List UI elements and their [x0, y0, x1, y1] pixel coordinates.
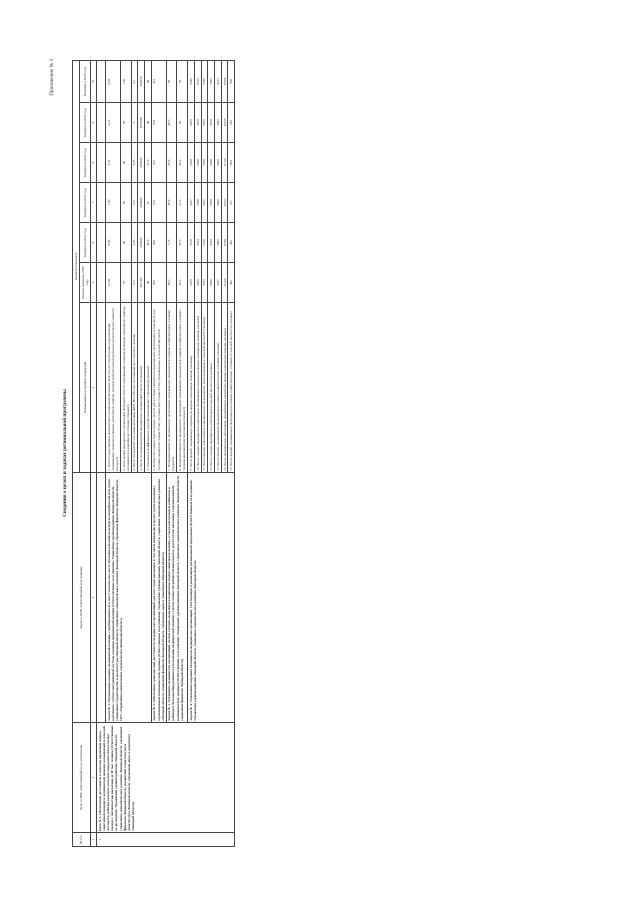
rotated-content: [50, 53, 590, 853]
indicator-value: 532: [228, 102, 235, 142]
indicator-value: 2267: [201, 182, 208, 222]
header-2024: Значение в 2024 году: [79, 102, 90, 142]
indicator-value: 95: [177, 60, 188, 102]
indicator-value: 80: [120, 222, 131, 262]
indicator-value: 6,1: [131, 60, 138, 102]
indicator-name: 1. Доля государственных медицинских организаций Липецкой области и их структурных подразделений, оказывающих первичную медико-санитарную помощь, которые требуют реконструкции или капитального ремонта (процент): [105, 302, 120, 472]
indicator-value: 234: [151, 102, 166, 142]
indicator-value: 87,5: [144, 142, 151, 182]
indicator-value: 2285: [201, 102, 208, 142]
indicator-value: 5,5: [131, 262, 138, 302]
indicator-name: 2. Доля зданий медицинских организаций Липецкой области, оказывающих первичную медико-санитарную помощь, находящихся в аварийном состоянии (процент): [120, 302, 131, 472]
indicator-value: 69,3: [166, 262, 177, 302]
empty-cell: [97, 142, 106, 182]
indicator-value: 2219: [201, 222, 208, 262]
indicator-value: 3982: [215, 222, 222, 262]
indicator-value: 5,51: [105, 142, 120, 182]
colnum: 4: [90, 302, 97, 472]
indicator-value: 492: [228, 262, 235, 302]
indicator-value: 4058: [215, 142, 222, 182]
column-number-row: [90, 60, 97, 846]
indicator-value: 209: [151, 222, 166, 262]
document-title: Сведения о целях и задачах региональной программы: [62, 388, 68, 517]
indicator-value: 93: [177, 102, 188, 142]
indicator-value: 485669: [138, 222, 145, 262]
indicator-value: 5354: [208, 222, 215, 262]
indicator-value: 2258: [188, 142, 195, 182]
colnum: 1: [90, 832, 97, 846]
indicator-value: 85,6: [166, 142, 177, 182]
indicator-value: 5519: [194, 60, 201, 102]
indicator-value: 12,39: [105, 262, 120, 302]
indicator-name: 10. Число средних медицинских работников, оказывающих первичную медико-санитарную помощь (человек): [194, 302, 201, 472]
header-task: Задача и ОИВ, ответственный за ее решение: [73, 472, 91, 722]
colnum: 6: [90, 222, 97, 262]
indicator-value: 11637: [221, 182, 228, 222]
colnum: 2: [90, 722, 97, 832]
header-num: № п/п: [73, 832, 91, 846]
indicator-value: 2268: [201, 142, 208, 182]
task-text: Задача № 3. Оснащение медицинских организаций, на базе которых оказывается первичная медико-санитарная помощь, а также центральных районных и районных больниц оборудованием для оказания медицинской помощи с учетом особых потребностей инвалидов и других групп населения с ограниченными возможностями здоровья (Ответственные за ее решение: Управление здравоохранения Липецкой области, управление экономического развития Липецкой области, управление финансов Липецкой области): [166, 472, 188, 722]
indicator-value: 2350: [188, 60, 195, 102]
indicator-value: 11591: [221, 222, 228, 262]
indicator-name: 11. Число врачей, работающих в медицинских организациях, расположенных в сельской местности (человек): [201, 302, 208, 472]
indicator-value: 231: [151, 142, 166, 182]
indicator-value: 11730: [221, 142, 228, 182]
header-2023: Значение в 2023 году: [79, 142, 90, 182]
empty-cell: [97, 302, 106, 472]
indicator-name: 9. Число врачей, оказывающих первичную медико-санитарную помощь (человек): [188, 302, 195, 472]
empty-cell: [97, 60, 106, 102]
indicator-value: 477: [228, 182, 235, 222]
indicator-value: 4,13: [105, 102, 120, 142]
colnum: 10: [90, 60, 97, 102]
indicator-value: 90,3: [166, 102, 177, 142]
colnum: 8: [90, 142, 97, 182]
header-indicator: Наименование и единица измерения: [79, 302, 90, 472]
colnum: 5: [90, 262, 97, 302]
task-text: Задача № 4. Укрепление кадрового потенциала медицинских организаций, участвующих в реализации региональной программы (Ответственные за ее решение: Управление здравоохранения Липецкой области, управление экономического развития Липецкой области): [188, 472, 235, 722]
header-2021: Значение в 2021 году: [79, 222, 90, 262]
appendix-label: Приложение № 3: [50, 58, 55, 96]
indicator-value: 2237: [188, 182, 195, 222]
indicator-value: 4093: [215, 102, 222, 142]
colnum: 9: [90, 102, 97, 142]
indicator-value: 85: [120, 182, 131, 222]
indicator-value: 2183: [201, 262, 208, 302]
indicator-value: 5,95: [131, 142, 138, 182]
header-2025: Значение в 2025 году: [79, 60, 90, 102]
indicator-name: 14. Число медицинских работников, оказывающих первичную медико-санитарную помощь (человек): [221, 302, 228, 472]
empty-cell: [97, 182, 106, 222]
indicator-value: 80,9: [166, 182, 177, 222]
indicator-value: 503050: [138, 60, 145, 102]
indicator-value: 202: [151, 262, 166, 302]
task-text: Задача № 2. Обеспечение транспортной доступности медицинских организаций для всех групп населения, в том числе инвалидов и других групп населения с ограниченными возможностями здоровья (Ответственные за ее решение: Управление здравоохранения Липецкой области, управление экономического развития Липецкой области, управление финансов Липецкой области, управление дорог и транспорта Липецкой области): [151, 472, 166, 722]
indicator-value: 489800: [138, 182, 145, 222]
indicator-name: 8. Укомплектованность медицинских организаций, оказывающих медицинскую помощь в амбулаторных условиях, средним медицинским персоналом (процент): [177, 302, 188, 472]
goal-row: [97, 60, 106, 846]
indicator-value: 90,3: [177, 262, 188, 302]
indicator-value: 5478: [208, 102, 215, 142]
indicator-value: 2185: [188, 262, 195, 302]
indicator-value: 89: [144, 60, 151, 102]
indicator-value: 2356: [201, 60, 208, 102]
indicator-value: 5368: [194, 182, 201, 222]
indicator-value: 0,85: [105, 60, 120, 102]
header-goal: Цель и ОИВ, ответственный за ее достижение: [73, 722, 91, 832]
empty-cell: [97, 262, 106, 302]
empty-cell: [97, 102, 106, 142]
indicator-value: 5,83: [131, 222, 138, 262]
indicator-value: 462: [228, 222, 235, 262]
indicator-name: 4. Число посещений врачей медицинских организаций (число посещений): [138, 302, 145, 472]
indicator-value: 504: [228, 142, 235, 182]
indicator-value: 75: [120, 262, 131, 302]
indicator-value: 92,3: [177, 142, 188, 182]
indicator-value: 86,5: [144, 222, 151, 262]
indicator-value: 4979393: [138, 102, 145, 142]
colnum: 3: [90, 472, 97, 722]
indicator-name: 6. Количество единиц транспортных средств для доставки пациентов в медицинские организации, в том числе для доставки пациентов старше 65 лет, доставки лиц старше 65 лет, проживающих в сельской местности: [151, 302, 166, 472]
header-base: Базовое значение (2020 год): [79, 262, 90, 302]
indicator-value: 5565: [208, 60, 215, 102]
header-2022: Значение в 2022 году: [79, 182, 90, 222]
indicator-value: 90: [120, 142, 131, 182]
indicator-value: 95: [166, 60, 177, 102]
indicator-value: 481185: [138, 262, 145, 302]
indicator-value: 2285: [188, 102, 195, 142]
empty-cell: [97, 472, 106, 722]
task-text: Задача № 1. Организация оказания медицинской помощи, с приближением ее к месту жительства, месту обучения или работы исходя из потребностей всех групп населения с учетом трехуровневой системы оказания медицинской помощи (Ответственные за ее решение: Управление здравоохранения Липецкой области, управление строительства и архитектуры Липецкой области, управление экономического развития Липецкой области, управление финансов Липецкой области, ОГУ «Управление капитального строительства Липецкой области»): [105, 472, 151, 722]
goals-table: [72, 59, 235, 846]
goal-text: Цель № 1. Обеспечение доступности и качества первичной медико-санитарной помощи и медицинской помощи, оказываемой в сельской местности, рабочих поселках, поселках городского типа и малых городах с численностью населения до 50 тыс. человек (Ответственные за достижение: Управление здравоохранения Липецкой области, управление экономического развития Липецкой области, управление финансов Липецкой области, управление строительства и архитектуры Липецкой области, управление дорог и транспорта Липецкой области): [97, 722, 235, 832]
indicator-value: 87: [144, 182, 151, 222]
indicator-value: 8,96: [105, 222, 120, 262]
colnum: 7: [90, 182, 97, 222]
table-body: [97, 60, 235, 846]
indicator-value: 5448: [194, 142, 201, 182]
indicator-value: 91,3: [177, 182, 188, 222]
header-row-1: [73, 60, 80, 846]
indicator-name: 7. Укомплектованность медицинских организаций, оказывающих медицинскую помощь в амбулаторных условиях (процент): [166, 302, 177, 472]
indicator-value: 11815: [221, 102, 228, 142]
empty-cell: [97, 222, 106, 262]
indicator-name: 15. Число врачей, оказывающих медицинскую помощь в амбулаторных условиях в сельской местности (человек): [228, 302, 235, 472]
indicator-value: 88: [144, 102, 151, 142]
indicator-value: 5,9: [131, 182, 138, 222]
indicator-value: 5206: [194, 262, 201, 302]
indicator-value: 5368: [208, 182, 215, 222]
indicator-value: 4123: [215, 60, 222, 102]
indicator-value: 11856: [221, 60, 228, 102]
indicator-value: 560: [228, 60, 235, 102]
indicator-value: 5296: [208, 262, 215, 302]
goal-number: 1: [97, 832, 235, 846]
indicator-value: 5448: [208, 142, 215, 182]
indicator-value: 2219: [188, 222, 195, 262]
indicator-value: 100: [120, 60, 131, 102]
indicator-name: 12. Число средних медицинских работников в сельской местности (человек): [208, 302, 215, 472]
indicator-value: 71,5: [166, 222, 177, 262]
indicator-value: 5354: [194, 222, 201, 262]
indicator-name: 3. Число посещений сельскими жителями ФАП, ФП, ВА (тыс. посещений на 1 сельского жителя): [131, 302, 138, 472]
indicator-value: 5478: [194, 102, 201, 142]
indicator-value: 4029: [215, 182, 222, 222]
header-values-group: Целевой показатель: [73, 60, 80, 472]
indicator-name: 13. Число врачей, оказывающих медицинскую помощь в амбулаторных условиях (человек): [215, 302, 222, 472]
indicator-value: 90,5: [177, 222, 188, 262]
indicator-value: 498300: [138, 142, 145, 182]
indicator-value: 7,00: [105, 182, 120, 222]
indicator-value: 11426: [221, 262, 228, 302]
indicator-value: 3797: [215, 262, 222, 302]
indicator-value: 6: [131, 102, 138, 142]
indicator-value: 95: [120, 102, 131, 142]
indicator-value: 241: [151, 60, 166, 102]
indicator-value: 86: [144, 262, 151, 302]
indicator-name: 5. Показатель коэффициента загрузки медицинских учреждений (процент): [144, 302, 151, 472]
indicator-value: 215: [151, 182, 166, 222]
